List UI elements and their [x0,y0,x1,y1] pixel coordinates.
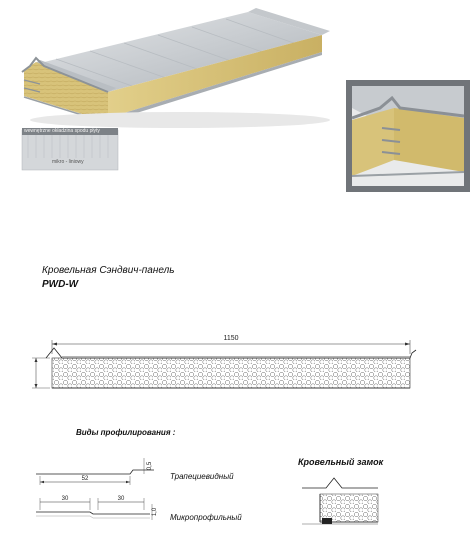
panel-photo [0,0,476,200]
panel-shadow [30,112,330,128]
lock-title: Кровельный замок [298,457,384,467]
micro-profile-drawing [30,494,160,534]
trapezoid-profile-drawing [30,452,160,492]
panel-core [52,358,410,388]
trapezoid-name: Трапециевидный [170,472,234,481]
drawing-title: Кровельная Сэндвич-панель [42,265,175,276]
micro-width-a: 30 [61,496,69,502]
swatch-subcaption: mikro - liniowy [52,159,84,165]
micro-height: 1,0 [152,507,158,517]
profiles-heading: Виды профилирования : [76,428,176,437]
swatch-caption: wewnętrzne okładzina spodu płyty [24,128,100,134]
lock-detail-drawing [300,472,390,536]
panel-section-drawing [0,300,476,410]
lock-closeup-photo [346,80,470,192]
drawing-model: PWD-W [42,279,79,290]
width-label: 1150 [223,335,239,342]
micro-name: Микропрофильный [170,513,242,522]
trapezoid-width: 52 [81,476,89,482]
trapezoid-height: 0,5 [147,461,153,471]
micro-width-b: 30 [117,496,125,502]
